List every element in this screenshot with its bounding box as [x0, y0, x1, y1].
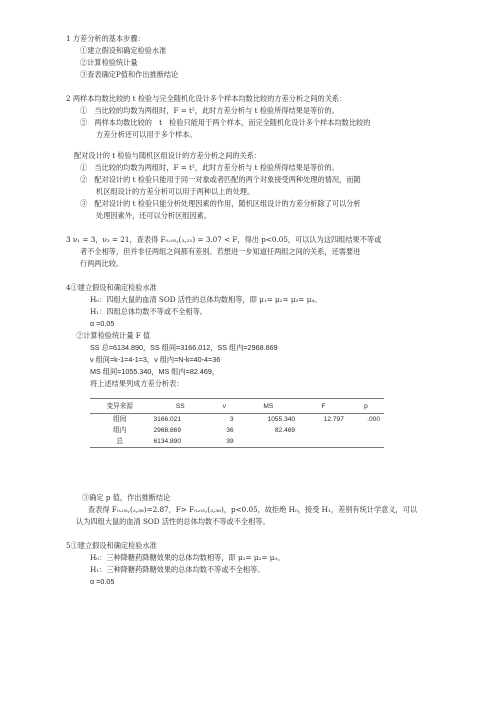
section2-paired1: ① 当比较的均数为两组时，F = t²，此时方差分析与 t 检验所得结果是等价的。	[80, 163, 339, 172]
section1-title: 1 方差分析的基本步骤：	[66, 34, 145, 43]
cell-p: .000	[367, 416, 380, 423]
section1-step3: ③查表确定P值和作出推断结论	[80, 70, 179, 79]
cell-p	[348, 425, 384, 436]
cell-source: 总	[90, 436, 150, 448]
section4-ms: MS 组间=1055.340，MS 组内=82.469，	[90, 367, 220, 376]
cell-ss: 2968.869	[153, 427, 182, 434]
section2-paired3: ③ 配对设计的 t 检验只能分析处理因素的作用，随机区组设计的方差分析除了可以分析	[80, 199, 361, 208]
section1-step1: ①建立假设和确定检验水准	[80, 46, 167, 55]
section5-alpha: α =0.05	[90, 577, 115, 586]
cell-p	[348, 436, 384, 448]
section4-conclusion2: 认为四组大鼠的血清 SOD 活性的总体均数不等或不全相等。	[76, 517, 270, 526]
section5-heading: 5①建立假设和确定检验水准	[66, 541, 157, 550]
section4-step3: ③确定 p 值，作出推断结论	[82, 493, 171, 502]
cell-f: 12.797	[323, 416, 344, 423]
section2-item2: ② 两样本均数比较的 t 检验只能用于两个样本，而完全随机化设计多个样本均数比较的	[80, 118, 371, 127]
section4-conclusion1: 查表得 F₀.₀₅,(₃,₃₆)=2.87，F> F₀.₀₅,(₃,₃₆)，p<0.05，故拒绝 H₀，接受 H₁，差别有统计学意义，可以	[88, 505, 418, 514]
section1-step2: ②计算检验统计量	[80, 58, 138, 67]
section2-paired2: ② 配对设计的 t 检验只能用于同一对象或者匹配的两个对象接受两种处理的情况，而随	[80, 175, 361, 184]
cell-ss: 3166.021	[153, 416, 182, 423]
cell-source: 组间	[113, 416, 127, 423]
section2-title: 2 两样本均数比较的 t 检验与完全随机化设计多个样本均数比较的方差分析之间的关系：	[66, 94, 347, 103]
section5-h0: H₀：三种降糖药降糖效果的总体均数相等，即 μ₁= μ₂= μ₃。	[90, 553, 285, 562]
section4-heading: 4①建立假设和确定检验水准	[66, 283, 157, 292]
section4-ss: SS 总=6134.890，SS 组间=3166.012，SS 组内=2968.869	[90, 343, 278, 352]
section3-line2: 者不全相等，但并非任两组之间都有差别。若想进一步知道任两组之间的关系，还需要进	[80, 247, 361, 256]
cell-df: 36	[226, 427, 234, 434]
section4-step2: ②计算检验统计量 F 值	[76, 331, 151, 340]
cell-df: 39	[211, 436, 238, 448]
section5-h1: H₁：三种降糖药降糖效果的总体均数不等或不全相等。	[90, 565, 265, 574]
section4-alpha: α =0.05	[90, 319, 115, 328]
col-p: p	[348, 399, 384, 414]
table-row	[90, 425, 384, 436]
cell-ms	[238, 436, 300, 448]
section4-h0: H₀：四组大鼠的血清 SOD 活性的总体均数相等，即 μ₁= μ₂= μ₃= μ₄。	[90, 295, 322, 304]
table-row	[90, 414, 384, 426]
cell-ms: 82.469	[274, 427, 296, 434]
col-df: ν	[211, 399, 238, 414]
table-row	[90, 436, 384, 448]
section2-subtitle: 配对设计的 t 检验与随机区组设计的方差分析之间的关系：	[74, 151, 262, 160]
cell-f	[299, 425, 348, 436]
section2-item2-cont: 方差分析还可以用于多个样本。	[96, 130, 197, 139]
anova-header-row	[90, 399, 384, 414]
col-ss: SS	[150, 399, 212, 414]
anova-table	[90, 398, 384, 448]
section3-line1: 3 ν₁ = 3，ν₂ = 21，查表得 F₀.₀₅,(₃,₂₁) = 3.07 < F，得出 p<0.05，可以认为这四组结果不等或	[66, 235, 382, 244]
section2-paired2-cont: 机区组设计的方差分析可以用于两种以上的处理。	[96, 187, 255, 196]
section4-table-intro: 将上述结果列成方差分析表：	[90, 379, 184, 388]
section3-line3: 行两两比较。	[80, 259, 124, 268]
cell-source: 组内	[113, 427, 127, 434]
cell-df: 3	[229, 416, 234, 423]
cell-ms: 1055.340	[267, 416, 296, 423]
cell-f	[299, 436, 348, 448]
col-f: F	[299, 399, 348, 414]
section2-paired3-cont: 处理因素外，还可以分析区组因素。	[96, 211, 212, 220]
section2-item1: ① 当比较的均数为两组时，F = t²，此时方差分析与 t 检验所得结果是等价的。	[80, 106, 339, 115]
col-ms: MS	[238, 399, 300, 414]
cell-ss: 6134.890	[150, 436, 212, 448]
section4-h1: H₁：四组总体均数不等或不全相等。	[90, 307, 207, 316]
section4-df: ν 组间=k-1=4-1=3，ν 组内=N-k=40-4=36	[90, 355, 221, 364]
col-source: 变异来源	[90, 399, 150, 414]
